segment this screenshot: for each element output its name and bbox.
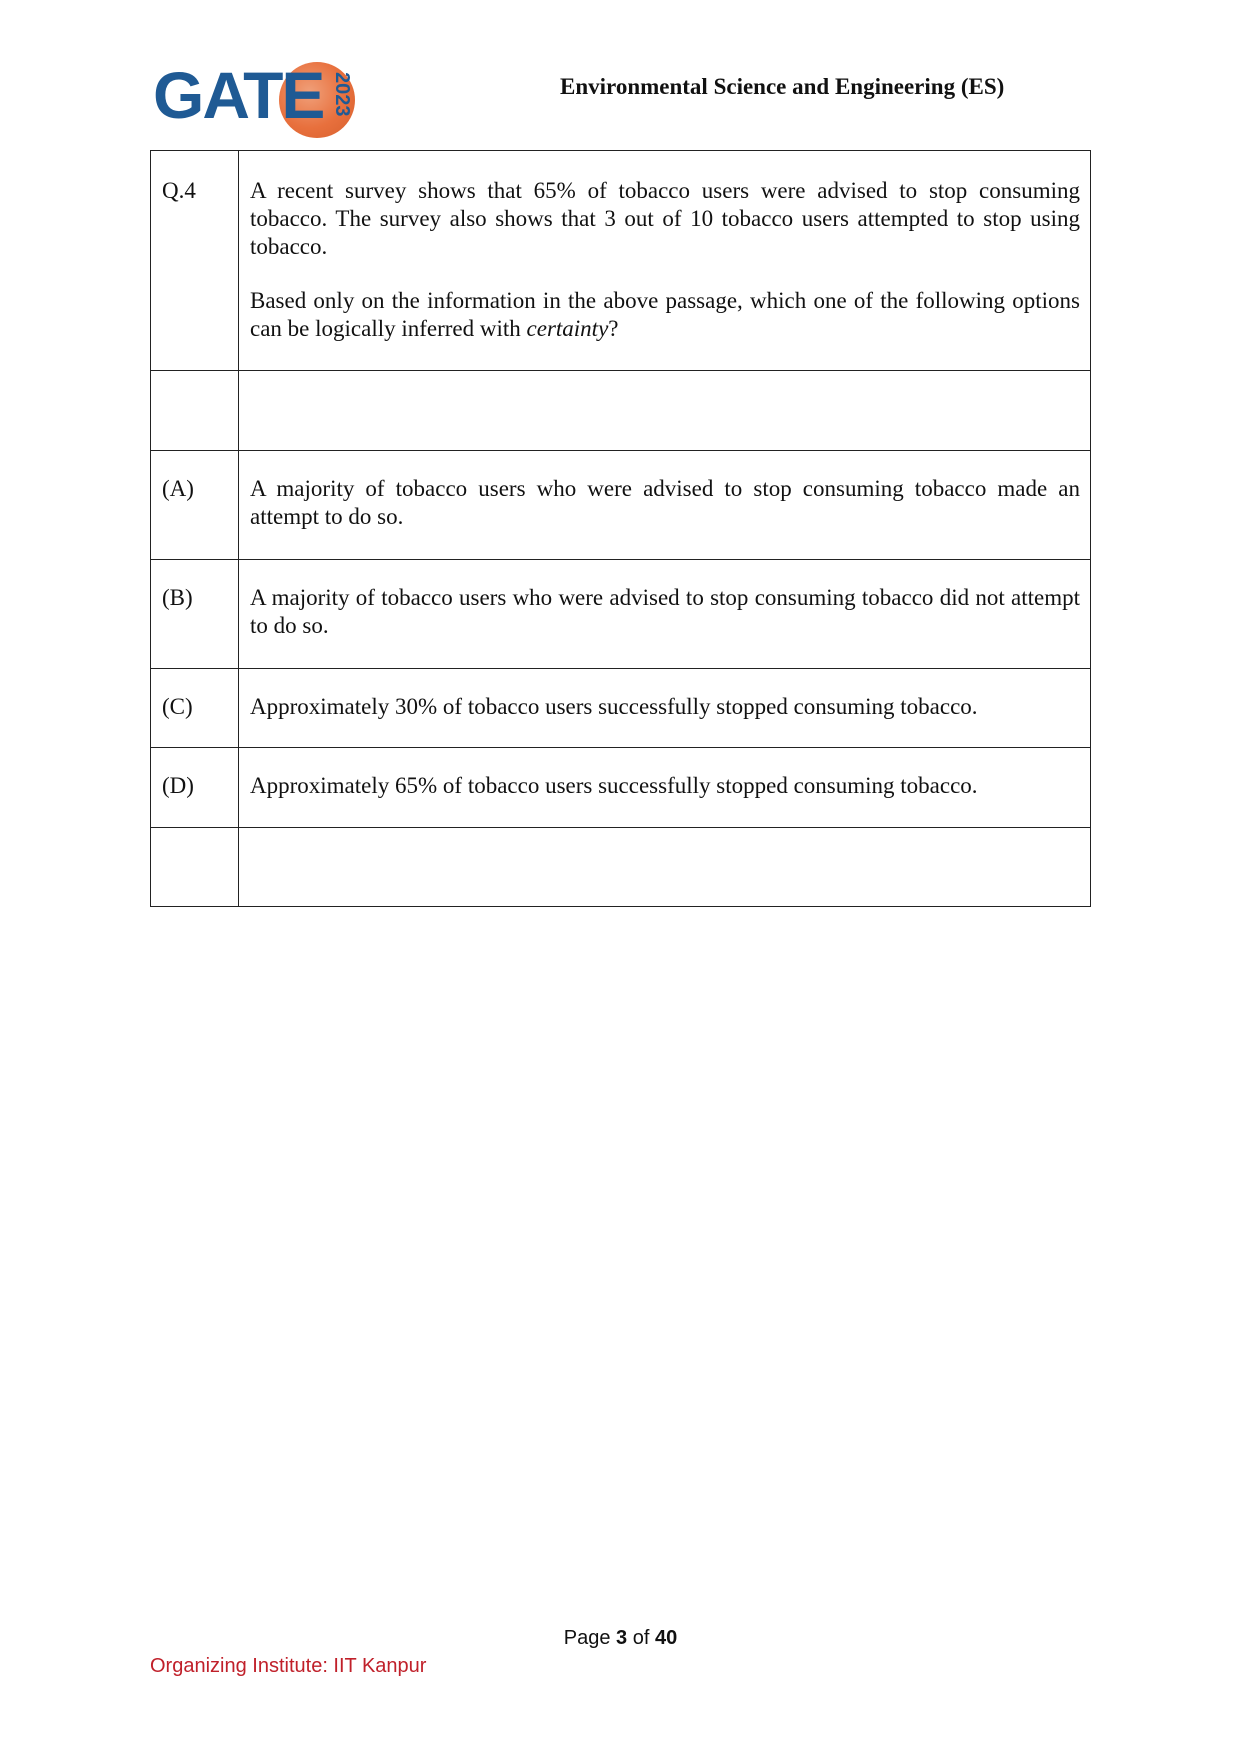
paper-subject-title: Environmental Science and Engineering (ES) [560,74,1005,99]
question-text-cell [239,151,1091,371]
question-prompt: Based only on the information in the above passage, which one of the following options can be logically inferred with certainty? [250,288,1080,341]
gate-logo [153,58,363,140]
option-text: Approximately 30% of tobacco users successfully stopped consuming tobacco. [250,694,978,719]
organizing-institute: Organizing Institute: IIT Kanpur [150,1655,427,1677]
logo-year: 2023 [331,72,353,117]
option-row-b [151,560,1091,669]
question-number: Q.4 [162,178,196,203]
option-text: Approximately 65% of tobacco users successfully stopped consuming tobacco. [250,773,978,798]
blank-row [151,828,1091,907]
option-text: A majority of tobacco users who were advised to stop consuming tobacco did not attempt to do so. [250,585,1080,638]
question-table [150,150,1091,907]
blank-row [151,371,1091,451]
option-label: (D) [162,773,194,798]
emphasis-certainty: certainty [526,316,609,341]
option-row-c [151,669,1091,748]
question-row [151,151,1091,371]
option-text: A majority of tobacco users who were advised to stop consuming tobacco made an attempt to do so. [250,476,1080,529]
logo-text: GATE [153,58,324,132]
option-row-a [151,451,1091,560]
option-label: (C) [162,694,193,719]
question-stem: A recent survey shows that 65% of tobacco users were advised to stop consuming tobacco. The survey also shows that 3 out of 10 tobacco users attempted to stop using tobacco. [250,178,1080,259]
option-row-d [151,748,1091,828]
option-label: (B) [162,585,193,610]
question-number-cell [151,151,239,371]
option-label: (A) [162,476,194,501]
page-number: Page 3 of 40 [563,1627,678,1649]
